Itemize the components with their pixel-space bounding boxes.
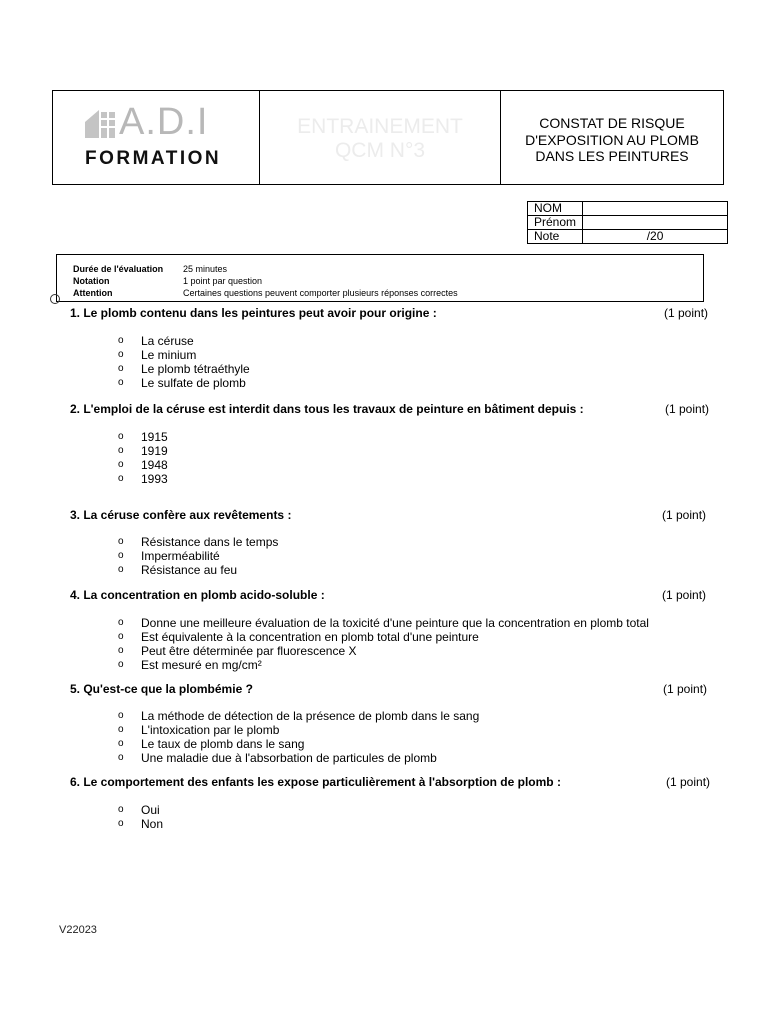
option-label: La céruse (141, 334, 194, 348)
info-value: Certaines questions peuvent comporter plusieurs réponses correctes (183, 288, 458, 298)
radio-bullet-icon[interactable]: o (118, 431, 124, 442)
option-label: 1915 (141, 430, 168, 444)
radio-bullet-icon[interactable]: o (118, 349, 124, 360)
watermark-text (260, 115, 500, 163)
question-text: 6. Le comportement des enfants les expose particulièrement à l'absorption de plomb : (70, 775, 561, 789)
question-text: 1. Le plomb contenu dans les peintures peut avoir pour origine : (70, 306, 437, 320)
note-field[interactable]: /20 (583, 230, 728, 244)
radio-bullet-icon[interactable]: o (118, 363, 124, 374)
option-label: Résistance au feu (141, 563, 238, 577)
question-points: (1 point) (664, 306, 709, 320)
option-label: Imperméabilité (141, 549, 220, 563)
anchor-icon (50, 294, 60, 304)
info-value: 1 point par question (183, 276, 263, 286)
logo-text: A.D.I (119, 101, 209, 143)
option-label: Une maladie due à l'absorbation de particules de plomb (141, 751, 437, 765)
radio-bullet-icon[interactable]: o (118, 335, 124, 346)
building-logo-icon (83, 108, 117, 140)
evaluation-info-box (56, 254, 704, 302)
question-4 (70, 588, 720, 672)
title-line-3: DANS LES PEINTURES (535, 148, 689, 164)
radio-bullet-icon[interactable]: o (118, 645, 124, 656)
version-label: V22023 (59, 924, 97, 936)
question-points: (1 point) (665, 402, 710, 416)
info-label: Durée de l'évaluation (73, 264, 164, 274)
radio-bullet-icon[interactable]: o (118, 550, 124, 561)
option-label: Le minium (141, 348, 197, 362)
radio-bullet-icon[interactable]: o (118, 617, 124, 628)
radio-bullet-icon[interactable]: o (118, 473, 124, 484)
option-label: Donne une meilleure évaluation de la toxicité d'une peinture que la concentration en plomb total (141, 616, 649, 630)
option-label: L'intoxication par le plomb (141, 723, 280, 737)
radio-bullet-icon[interactable]: o (118, 804, 124, 815)
logo-subtitle: FORMATION (85, 148, 222, 169)
option-label: 1919 (141, 444, 168, 458)
radio-bullet-icon[interactable]: o (118, 659, 124, 670)
radio-bullet-icon[interactable]: o (118, 738, 124, 749)
question-text: 3. La céruse confère aux revêtements : (70, 508, 292, 522)
info-label: Attention (73, 288, 113, 298)
question-text: 5. Qu'est-ce que la plombémie ? (70, 682, 253, 696)
watermark-cell (259, 91, 500, 184)
question-6 (70, 775, 720, 831)
radio-bullet-icon[interactable]: o (118, 752, 124, 763)
radio-bullet-icon[interactable]: o (118, 724, 124, 735)
logo-cell (53, 91, 259, 184)
prenom-field[interactable] (583, 216, 728, 230)
question-points: (1 point) (663, 682, 708, 696)
option-label: 1993 (141, 472, 168, 486)
watermark-line-1: ENTRAINEMENT (297, 115, 463, 138)
question-points: (1 point) (662, 508, 707, 522)
option-label: Le taux de plomb dans le sang (141, 737, 305, 751)
option-label: Résistance dans le temps (141, 535, 279, 549)
radio-bullet-icon[interactable]: o (118, 536, 124, 547)
radio-bullet-icon[interactable]: o (118, 818, 124, 829)
question-text: 4. La concentration en plomb acido-soluble : (70, 588, 325, 602)
table-row (528, 230, 728, 244)
radio-bullet-icon[interactable]: o (118, 445, 124, 456)
document-title (501, 115, 723, 165)
watermark-line-2: QCM N°3 (334, 139, 426, 162)
option-label: La méthode de détection de la présence de plomb dans le sang (141, 709, 480, 723)
info-label: Notation (73, 276, 110, 286)
note-label: Note (528, 230, 583, 244)
radio-bullet-icon[interactable]: o (118, 377, 124, 388)
student-info-table (527, 201, 728, 244)
question-text: 2. L'emploi de la céruse est interdit dans tous les travaux de peinture en bâtiment depuis : (70, 402, 584, 416)
option-label: Le plomb tétraéthyle (141, 362, 250, 376)
nom-label: NOM (528, 202, 583, 216)
info-value: 25 minutes (183, 264, 228, 274)
question-2 (70, 402, 720, 486)
radio-bullet-icon[interactable]: o (118, 459, 124, 470)
question-points: (1 point) (666, 775, 711, 789)
option-label: Le sulfate de plomb (141, 376, 246, 390)
option-label: Est mesuré en mg/cm² (141, 658, 262, 672)
option-label: Est équivalente à la concentration en plomb total d'une peinture (141, 630, 479, 644)
question-1 (70, 306, 720, 390)
option-label: Peut être déterminée par fluorescence X (141, 644, 357, 658)
radio-bullet-icon[interactable]: o (118, 710, 124, 721)
table-row (528, 216, 728, 230)
option-label: Oui (141, 803, 160, 817)
table-row (528, 202, 728, 216)
prenom-label: Prénom (528, 216, 583, 230)
question-5 (70, 682, 720, 765)
option-label: Non (141, 817, 164, 831)
question-points: (1 point) (662, 588, 707, 602)
radio-bullet-icon[interactable]: o (118, 631, 124, 642)
radio-bullet-icon[interactable]: o (118, 564, 124, 575)
title-line-2: D'EXPOSITION AU PLOMB (525, 131, 699, 148)
question-3 (70, 508, 720, 577)
title-line-1: CONSTAT DE RISQUE (539, 115, 685, 131)
option-label: 1948 (141, 458, 168, 472)
nom-field[interactable] (583, 202, 728, 216)
title-cell (500, 91, 723, 184)
document-header (52, 90, 724, 185)
